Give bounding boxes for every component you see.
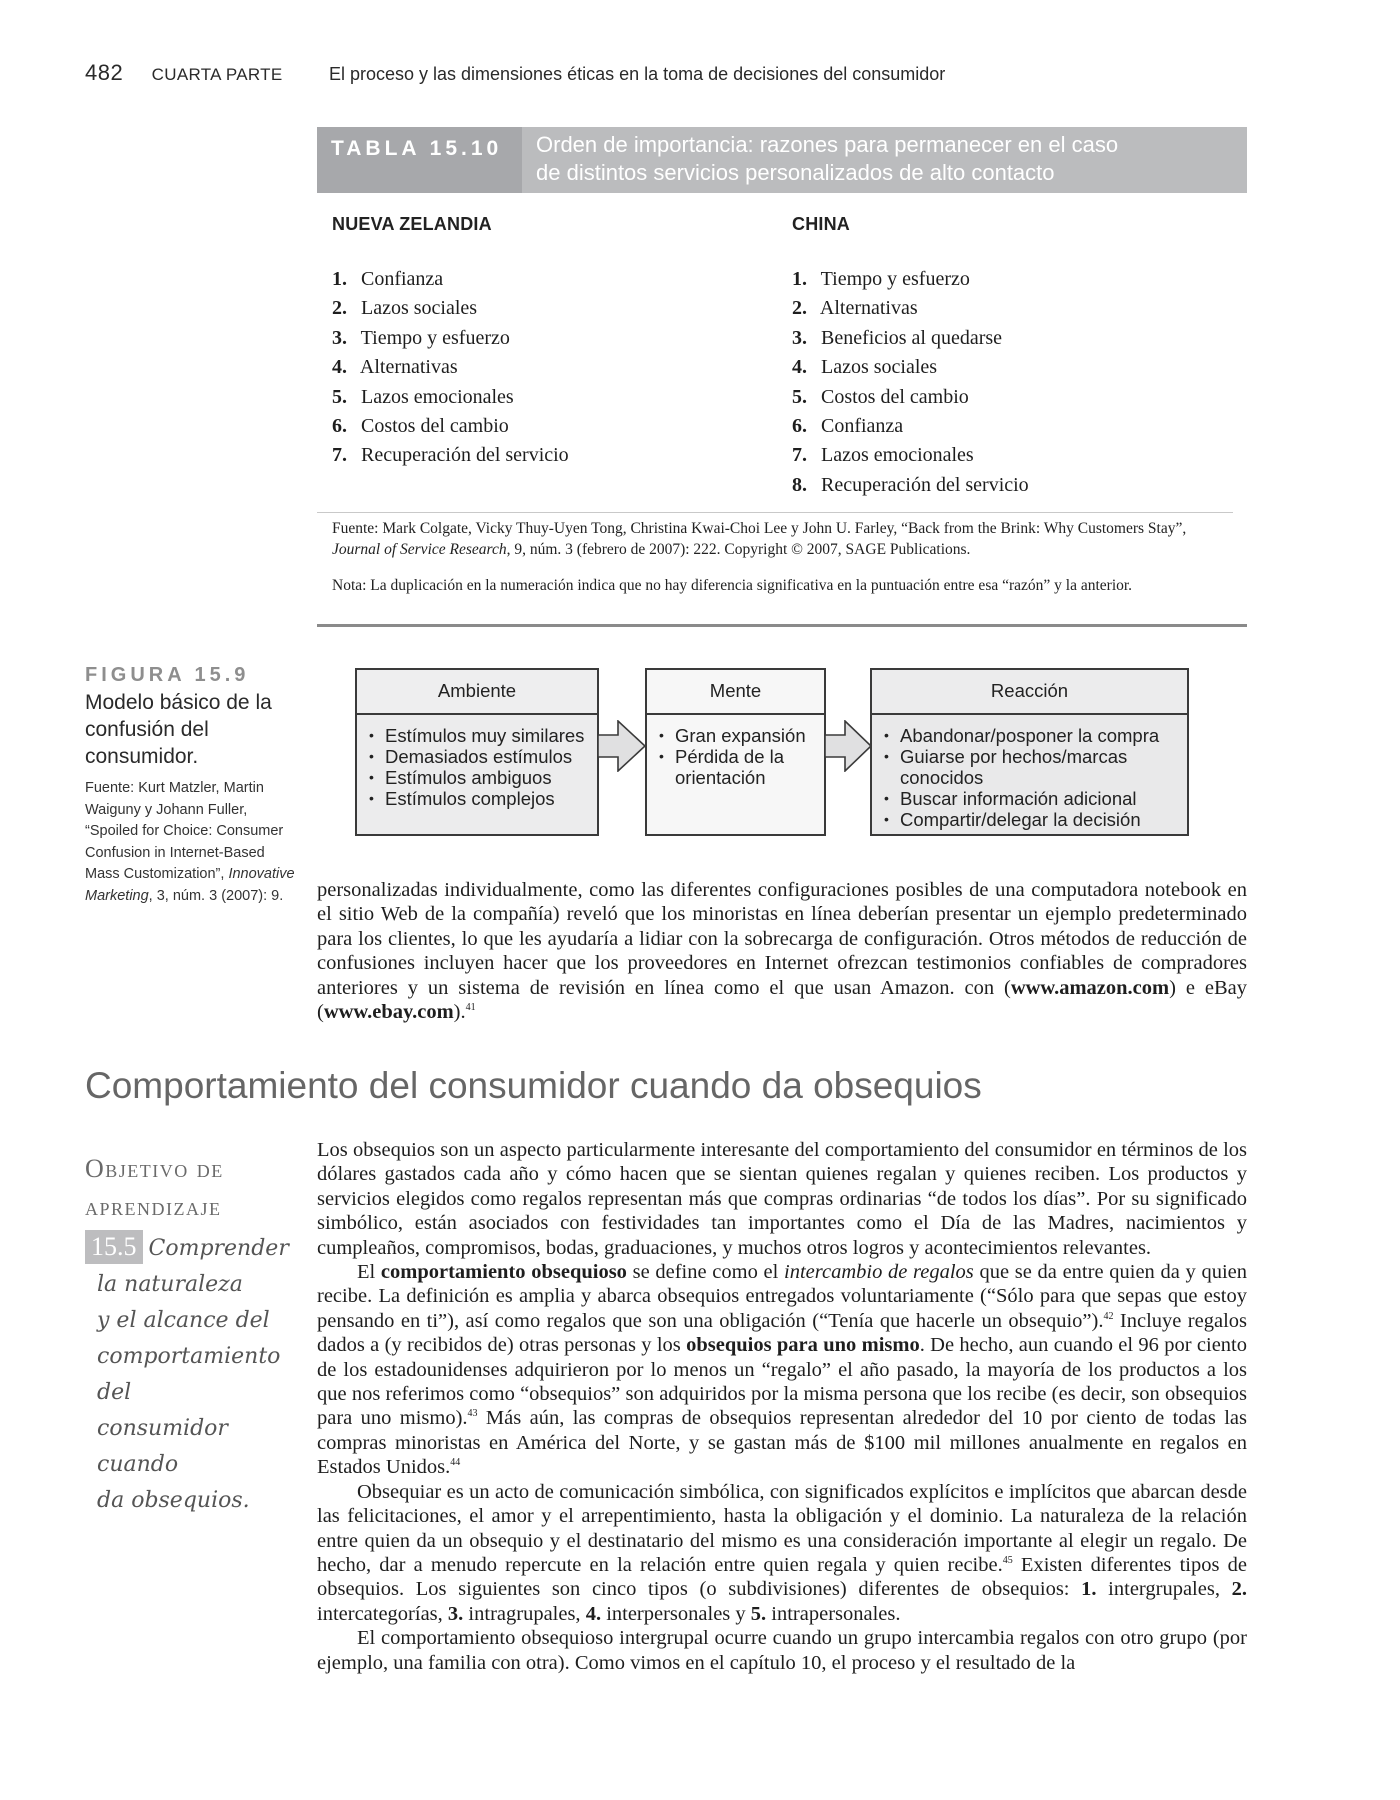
objective-title-line1: Objetivo de: [85, 1154, 224, 1183]
paragraph: Los obsequios son un aspecto particularmente interesante del comportamiento del consumidor en términos de los dólares gastados cada año y cómo hacen que se sientan quienes regalan y quienes reciben. Los productos y servicios elegidos como regalos representan más que compras ordinarias “de todos los días”. Por su significado simbólico, están asociados con festividades tan importantes como el Día de las Madres, nacimientos y cumpleaños, compromisos, bodas, graduaciones, y muchos otros logros y acontecimientos relevantes.: [317, 1139, 1247, 1259]
list-item: 5. Lazos emocionales: [332, 385, 514, 408]
key-term: obsequios para uno mismo: [686, 1334, 920, 1357]
bullet-item: • Buscar información adicional: [882, 788, 1187, 809]
footnote-ref: 41: [465, 1002, 476, 1014]
list-item: 3. Beneficios al quedarse: [792, 326, 1003, 349]
bullet-item: • Pérdida de la orientación: [657, 746, 824, 788]
list-item: 6. Costos del cambio: [332, 415, 509, 438]
list-item: 8. Recuperación del servicio: [792, 473, 1029, 496]
box-title: Mente: [647, 670, 824, 715]
figure-title: Modelo básico de la confusión del consumidor.: [85, 691, 272, 768]
bullet-item: • Estímulos muy similares: [367, 725, 597, 746]
key-term: comportamiento obsequioso: [380, 1261, 627, 1284]
list-item: 2. Lazos sociales: [332, 297, 478, 320]
objective-text: da obsequios.: [97, 1488, 250, 1513]
bullet-item: • Abandonar/posponer la compra: [882, 725, 1187, 746]
paragraph: Obsequiar es un acto de comunicación simbólica, con significados explícitos e implícitos que abarcan desde las felicitaciones, el amor y el arrepentimiento, hasta la obligación y el dominio. La naturaleza de la relación entre quien da un obsequio y el destinatario del mismo es una consideración importante al elegir un regalo. De hecho, dar a menudo repercute en la relación entre quien regala y quien recibe.$^{45}$ Existen diferentes tipos de obsequios. Los siguientes son cinco tipos (o subdivisiones) diferentes de obsequios: 1. intergrupales, 2. intercategorías, 3. intragrupales, 4. interpersonales y 5. intrapersonales.: [317, 1480, 1247, 1625]
body-text: [317, 1138, 1247, 1675]
list-item: 1. Tiempo y esfuerzo: [792, 268, 970, 290]
objective-text: la naturaleza: [97, 1272, 243, 1297]
list-item: 4. Alternativas: [332, 356, 458, 379]
box-title: Reacción: [872, 670, 1187, 715]
footnote-ref: 44: [450, 1457, 461, 1469]
bullet-item: • Estímulos ambiguos: [367, 767, 597, 788]
ebay-link: www.ebay.com: [323, 1001, 454, 1024]
paragraph: El comportamiento obsequioso se define como el intercambio de regalos que se da entre quien da y quien recibe. La definición es amplia y abarca obsequios entregados voluntariamente (“Sólo para que sepas que estoy pensando en ti”), así como regalos que son una obligación (“Tenía que hacerle un obsequio”).$^{42}$ Incluye regalos dados a (y recibidos de) otras personas y los obsequios para uno mismo. De hecho, aun cuando el 96 por ciento de los estadounidenses adquirieron por lo menos un “regalo” el año pasado, la mayoría de los productos a los que nos referimos como “obsequios” son adquiridos por la misma persona que los recibe (es decir, son obsequios para uno mismo).$^{43}$ Más aún, las compras de obsequios representan alrededor del 10 por ciento de todas las compras minoristas en América del Norte, y se gastan más de $100 mil millones anualmente en regalos en Estados Unidos.$^{44}$: [317, 1261, 1248, 1479]
objective-text: Comprender: [148, 1236, 289, 1261]
footnote-ref: 42: [1103, 1310, 1114, 1322]
page-number: 482: [85, 60, 124, 85]
table-source: Fuente: Mark Colgate, Vicky Thuy-Uyen Tong, Christina Kwai-Choi Lee y John U. Farley, “Back from the Brink: Why Customers Stay”, Journal of Service Research, 9, núm. 3 (febrero de 2007): 222. Copyright © 2007, SAGE Publications.: [332, 520, 1187, 558]
bullet-item: • Compartir/delegar la decisión: [882, 809, 1187, 830]
list-item: 1. Confianza: [332, 268, 444, 290]
table-title-bar: [317, 127, 1247, 193]
list-item: 3. Tiempo y esfuerzo: [332, 326, 510, 349]
diagram-box-ambiente: [355, 668, 599, 836]
objective-text: consumidor cuando: [97, 1416, 228, 1477]
figure-source: Fuente: Kurt Matzler, Martin Waiguny y Johann Fuller, “Spoiled for Choice: Consumer Confusion in Internet-Based Mass Customization”, Innovative Marketing, 3, núm. 3 (2007): 9.: [85, 780, 295, 904]
bullet-item: • Demasiados estímulos: [367, 746, 597, 767]
section-heading: Comportamiento del consumidor cuando da obsequios: [85, 1065, 982, 1106]
amazon-link: www.amazon.com: [1010, 976, 1170, 999]
list-item: 7. Lazos emocionales: [792, 444, 974, 467]
table-divider: [317, 512, 1233, 513]
list-item: 5. Costos del cambio: [792, 385, 969, 408]
objective-text: comportamiento del: [97, 1344, 281, 1405]
box-list: [647, 715, 824, 788]
table-note: Nota: La duplicación en la numeración indica que no hay diferencia significativa en la puntuación entre esa “razón” y la anterior.: [332, 577, 1133, 594]
box-list: [357, 715, 597, 809]
bullet-item: • Gran expansión: [657, 725, 824, 746]
objective-title-line2: aprendizaje: [85, 1192, 222, 1221]
rank-list-nueva-zelandia: [332, 265, 569, 471]
column-heading-nueva-zelandia: NUEVA ZELANDIA: [332, 214, 492, 234]
table-bottom-rule: [317, 624, 1247, 627]
learning-objective: [85, 1150, 300, 1519]
column-heading-china: CHINA: [792, 214, 850, 234]
continuation-paragraph: personalizadas individualmente, como las diferentes configuraciones posibles de una computadora notebook en el sitio Web de la compañía) reveló que los minoristas en línea deberían presentar un ejemplo predeterminado para los clientes, lo que les ayudaría a lidiar con la sobrecarga de configuración. Otros métodos de reducción de confusiones incluyen hacer que los proveedores en Internet ofrezcan testimonios confiables de compradores anteriores y un sistema de revisión en línea como el que usan Amazon. con (www.amazon.com) e eBay (www.ebay.com).$^{41}$: [317, 879, 1247, 1024]
table-caption-line1: Orden de importancia: razones para permanecer en el caso: [536, 132, 1119, 157]
footnote-ref: 43: [467, 1408, 478, 1420]
list-item: 2. Alternativas: [792, 297, 918, 320]
list-item: 7. Recuperación del servicio: [332, 444, 569, 467]
table-caption-line2: de distintos servicios personalizados de alto contacto: [536, 160, 1055, 185]
right-arrow-icon: [598, 720, 646, 772]
diagram-box-mente: [645, 668, 826, 836]
table-label: TABLA 15.10: [317, 127, 522, 193]
objective-number-badge: 15.5: [85, 1230, 143, 1264]
part-label: CUARTA PARTE: [151, 65, 283, 84]
box-list: [872, 715, 1187, 830]
bullet-item: • Guiarse por hechos/marcas conocidos: [882, 746, 1187, 788]
figure-caption: [85, 664, 295, 907]
paragraph: El comportamiento obsequioso intergrupal ocurre cuando un grupo intercambia regalos con otro grupo (por ejemplo, una familia con otra). Como vimos en el capítulo 10, el proceso y el resultado de la: [317, 1627, 1247, 1674]
diagram-box-reaccion: [870, 668, 1189, 836]
rank-list-china: [792, 265, 1029, 500]
running-title: El proceso y las dimensiones éticas en la toma de decisiones del consumidor: [328, 64, 946, 84]
figure-label: FIGURA 15.9: [85, 664, 250, 686]
list-item: 6. Confianza: [792, 415, 904, 438]
right-arrow-icon: [825, 720, 873, 772]
objective-text: y el alcance del: [97, 1308, 270, 1333]
running-header: [85, 60, 945, 88]
footnote-ref: 45: [1002, 1554, 1013, 1566]
table-caption: [522, 127, 1118, 193]
box-title: Ambiente: [357, 670, 597, 715]
list-item: 4. Lazos sociales: [792, 356, 938, 379]
bullet-item: • Estímulos complejos: [367, 788, 597, 809]
